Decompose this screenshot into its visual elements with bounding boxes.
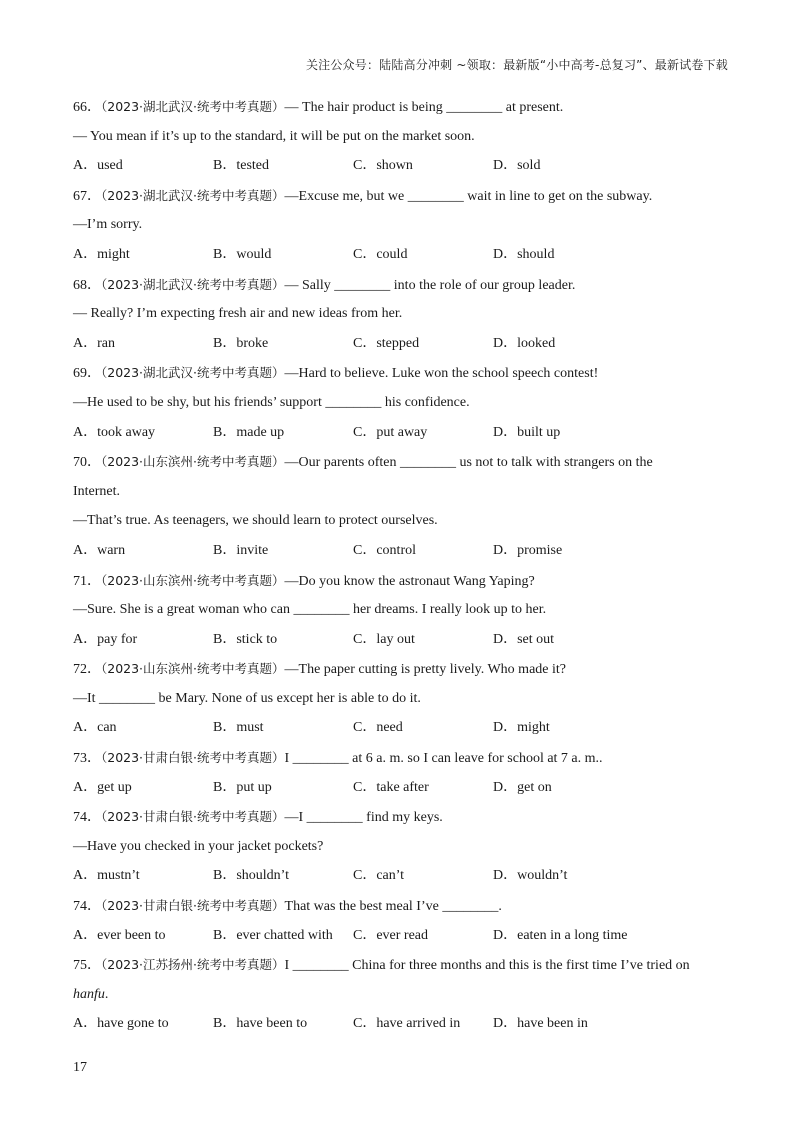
option-b: B．would xyxy=(213,246,272,262)
options-row xyxy=(73,240,733,270)
question-dialog: —He used to be shy, but his friends’ support ________ his confidence. xyxy=(73,394,470,410)
option-b: B．broke xyxy=(213,335,269,351)
option-d: D．get on xyxy=(493,779,552,795)
page-number: 17 xyxy=(73,1060,87,1075)
option-b: B．must xyxy=(213,720,264,736)
option-a: A．ever been to xyxy=(73,927,166,943)
option-d: D．eaten in a long time xyxy=(493,927,628,943)
question-stem: 69．（2023·湖北武汉·统考中考真题）—Hard to believe. Luke won the school speech contest! xyxy=(73,365,599,382)
options-row xyxy=(73,151,733,181)
question-stem: 73．（2023·甘肃白银·统考中考真题）I ________ at 6 a. m. so I can leave for school at 7 a. m.. xyxy=(73,750,603,767)
option-d: D．wouldn’t xyxy=(493,868,568,884)
option-a: A．get up xyxy=(73,779,132,795)
option-a: A．might xyxy=(73,246,130,262)
option-c: C．take after xyxy=(353,779,429,795)
option-a: A．used xyxy=(73,158,123,174)
option-c: C．have arrived in xyxy=(353,1016,461,1032)
page-header: 关注公众号：陆陆高分冲刺 ~领取：最新版“小中高考-总复习”、最新试卷下载 xyxy=(305,58,728,72)
question-stem: 75．（2023·江苏扬州·统考中考真题）I ________ China for three months and this is the first time I’ve tried on xyxy=(73,957,690,974)
option-c: C．need xyxy=(353,720,403,736)
question-dialog: —It ________ be Mary. None of us except her is able to do it. xyxy=(73,690,421,706)
question-stem: 67．（2023·湖北武汉·统考中考真题）—Excuse me, but we ________ wait in line to get on the subway. xyxy=(73,187,653,204)
options-row xyxy=(73,536,733,566)
option-c: C．put away xyxy=(353,424,428,440)
question-dialog: —That’s true. As teenagers, we should learn to protect ourselves. xyxy=(73,513,438,529)
option-b: B．ever chatted with xyxy=(213,927,333,943)
question-dialog: — You mean if it’s up to the standard, it will be put on the market soon. xyxy=(73,128,475,144)
option-c: C．lay out xyxy=(353,631,415,647)
option-a: A．pay for xyxy=(73,631,138,647)
option-a: A．warn xyxy=(73,542,126,558)
question-stem-continued: hanfu. xyxy=(73,986,109,1002)
option-c: C．control xyxy=(353,542,416,558)
options-row xyxy=(73,625,733,655)
options-row xyxy=(73,861,733,891)
question-dialog: —Sure. She is a great woman who can ________ her dreams. I really look up to her. xyxy=(73,602,547,618)
option-a: A．ran xyxy=(73,335,115,351)
option-b: B．tested xyxy=(213,158,269,174)
option-c: C．can’t xyxy=(353,868,405,884)
question-stem: 68．（2023·湖北武汉·统考中考真题）— Sally ________ into the role of our group leader. xyxy=(73,276,576,293)
options-row xyxy=(73,329,733,359)
option-c: C．ever read xyxy=(353,927,429,943)
option-b: B．shouldn’t xyxy=(213,868,289,884)
question-dialog: —I’m sorry. xyxy=(73,217,143,233)
options-row xyxy=(73,418,733,448)
option-b: B．have been to xyxy=(213,1016,308,1032)
option-c: C．stepped xyxy=(353,335,420,351)
option-a: A．mustn’t xyxy=(73,868,140,884)
option-a: A．can xyxy=(73,720,117,736)
options-row xyxy=(73,713,733,743)
option-d: D．looked xyxy=(493,335,556,351)
option-b: B．invite xyxy=(213,542,269,558)
option-d: D．sold xyxy=(493,158,541,174)
options-row xyxy=(73,921,733,951)
option-b: B．put up xyxy=(213,779,272,795)
question-stem: 74．（2023·甘肃白银·统考中考真题）That was the best meal I’ve ________. xyxy=(73,898,502,915)
option-d: D．have been in xyxy=(493,1016,588,1032)
option-c: C．shown xyxy=(353,158,413,174)
option-a: A．have gone to xyxy=(73,1016,169,1032)
question-stem: 72．（2023·山东滨州·统考中考真题）—The paper cutting is pretty lively. Who made it? xyxy=(73,661,566,678)
option-d: D．set out xyxy=(493,631,555,647)
question-dialog: — Really? I’m expecting fresh air and new ideas from her. xyxy=(73,306,403,322)
question-stem: 74．（2023·甘肃白银·统考中考真题）—I ________ find my keys. xyxy=(73,809,443,826)
question-dialog: —Have you checked in your jacket pockets? xyxy=(73,838,324,854)
option-c: C．could xyxy=(353,246,408,262)
option-b: B．stick to xyxy=(213,631,278,647)
question-stem: 66．（2023·湖北武汉·统考中考真题）— The hair product is being ________ at present. xyxy=(73,99,564,115)
option-b: B．made up xyxy=(213,424,285,440)
question-list xyxy=(73,92,733,1039)
question-stem: 70．（2023·山东滨州·统考中考真题）—Our parents often ________ us not to talk with strangers on the xyxy=(73,454,653,471)
option-d: D．should xyxy=(493,246,555,262)
question-stem: 71．（2023·山东滨州·统考中考真题）—Do you know the astronaut Wang Yaping? xyxy=(73,572,535,589)
options-row xyxy=(73,773,733,803)
option-d: D．built up xyxy=(493,424,561,440)
question-stem-continued: Internet. xyxy=(73,483,121,499)
option-d: D．promise xyxy=(493,542,563,558)
option-d: D．might xyxy=(493,720,550,736)
option-a: A．took away xyxy=(73,424,156,440)
options-row xyxy=(73,1009,733,1039)
